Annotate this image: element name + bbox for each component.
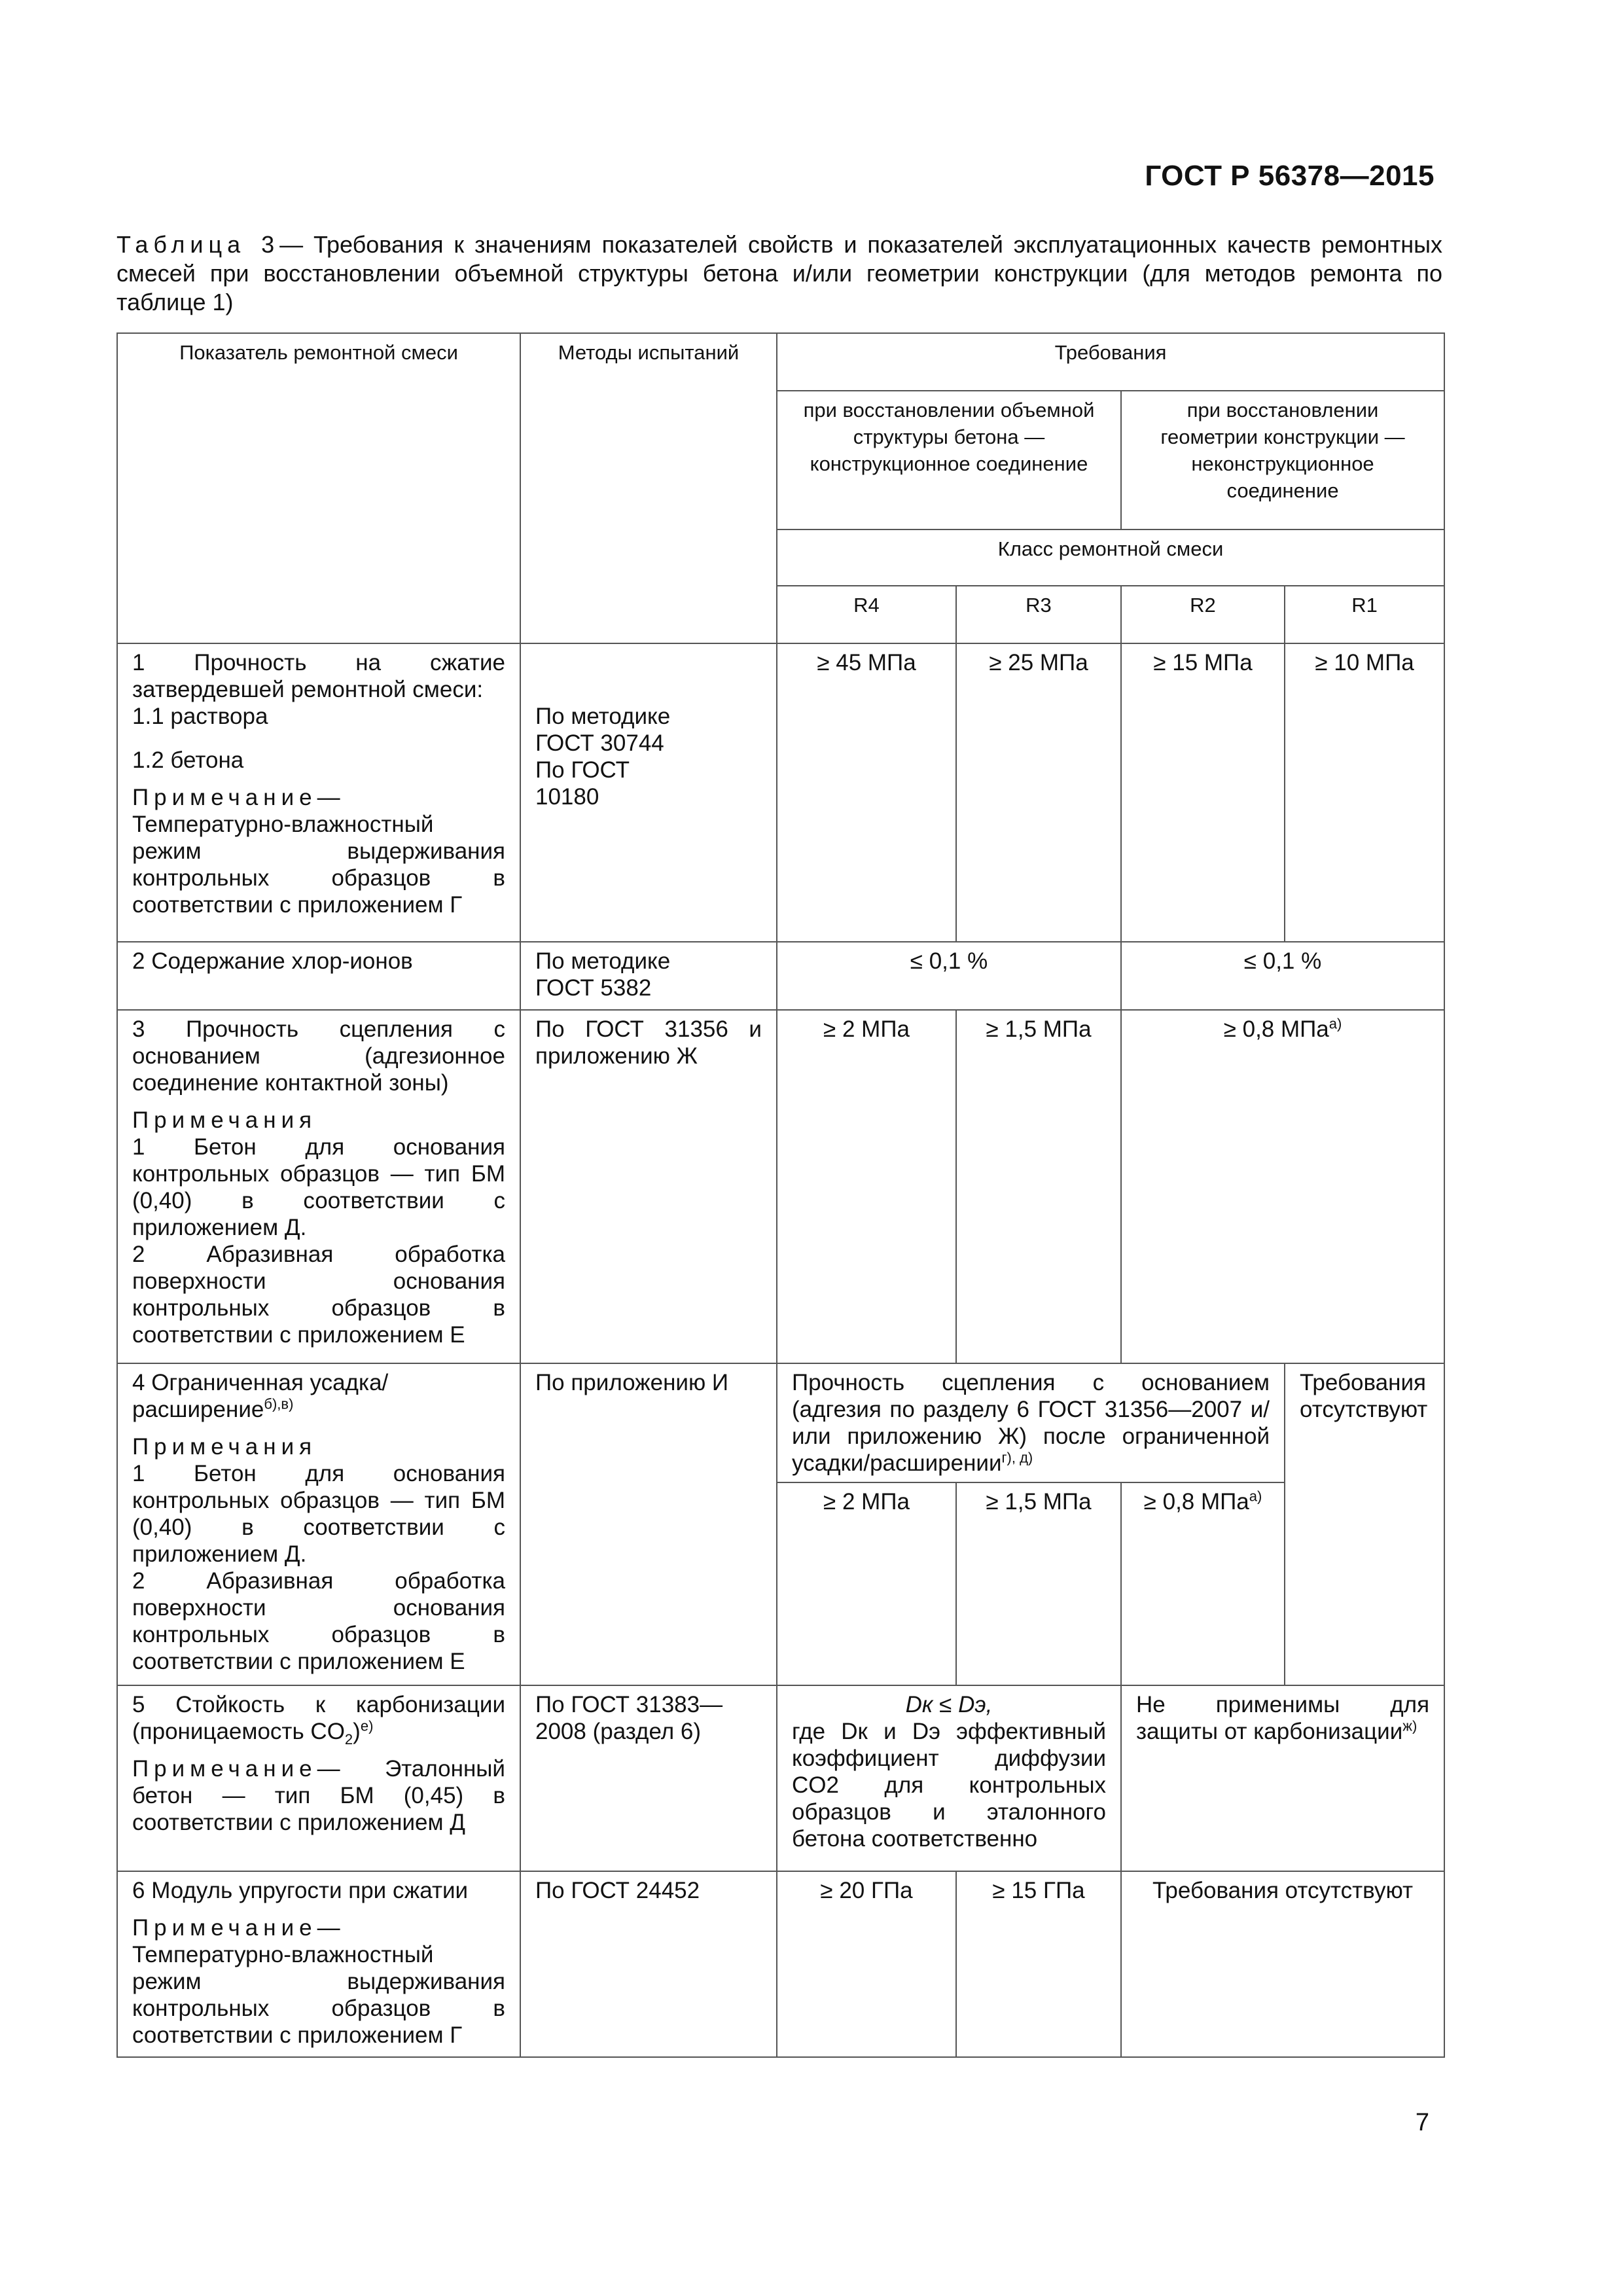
head-class-r4: R4 [777, 586, 956, 643]
row3-notes-label: Примечания [132, 1107, 317, 1133]
row6-note [132, 1914, 505, 2049]
row6-value-r4: ≥ 20 ГПа [777, 1871, 956, 2057]
head-structural: при восстановлении объемной структуры бетона — конструкционное соединение [777, 391, 1121, 529]
requirements-table [116, 332, 1445, 2058]
row4-method: По приложению И [520, 1363, 777, 1685]
row6-indicator [117, 1871, 520, 2057]
table-head-row-1 [117, 333, 1444, 391]
row1-method-text: По методике ГОСТ 30744 По ГОСТ 10180 [535, 704, 671, 810]
row1-note-text: — Температурно-влажностный режим выдерживания контрольных образцов в соответствии с приложением Г [132, 785, 505, 918]
head-class: Класс ремонтной смеси [777, 529, 1444, 586]
row3-title: 3 Прочность сцепления с основанием (адгезионное соединение контактной зоны) [132, 1016, 505, 1096]
row6-note-text: — Температурно-влажностный режим выдерживания контрольных образцов в соответствии с приложением Г [132, 1915, 505, 2048]
row5-indicator [117, 1685, 520, 1871]
head-class-r3: R3 [956, 586, 1121, 643]
row3-value-text: ≥ 0,8 МПа [1223, 1016, 1329, 1042]
head-class-r2: R2 [1121, 586, 1285, 643]
row4-note2: 2 Абразивная обработка поверхности основания контрольных образцов в соответствии с приложением Е [132, 1568, 505, 1674]
head-methods: Методы испытаний [520, 333, 777, 643]
row1-sub1: 1.1 раствора [132, 704, 268, 729]
row4-adhesion [777, 1363, 1285, 1482]
row5-note-text: — Эталонный бетон — тип БМ (0,45) в соответствии с приложением Д [132, 1756, 505, 1835]
table-row [117, 1363, 1444, 1482]
row5-nonstructural-footnote: ж) [1402, 1717, 1418, 1734]
row4-notes-label: Примечания [132, 1434, 317, 1460]
row5-formula: Dк ≤ Dэ, [905, 1692, 993, 1717]
row4-r2-text: ≥ 0,8 МПа [1143, 1489, 1249, 1515]
row6-method: По ГОСТ 24452 [520, 1871, 777, 2057]
row5-nonstructural-text: Не применимы для защиты от карбонизации [1136, 1692, 1430, 1744]
row5-method-text: По ГОСТ 31383—2008 (раздел 6) [535, 1692, 723, 1744]
row6-value-r3: ≥ 15 ГПа [956, 1871, 1121, 2057]
row2-method [520, 942, 777, 1010]
row5-title-post: ) [353, 1719, 361, 1744]
head-requirements: Требования [777, 333, 1444, 391]
row5-method [520, 1685, 777, 1871]
row1-method [520, 643, 777, 942]
row4-value-r2 [1121, 1482, 1285, 1685]
table-row [117, 1685, 1444, 1871]
row1-note [132, 784, 505, 918]
row4-value-r1 [1285, 1363, 1444, 1685]
row5-value-nonstructural [1121, 1685, 1444, 1871]
row4-title [132, 1369, 505, 1423]
row4-indicator [117, 1363, 520, 1685]
page-number: 7 [1415, 2109, 1429, 2136]
document-code-header: ГОСТ Р 56378—2015 [1145, 160, 1435, 192]
row3-value-r2-r1 [1121, 1010, 1444, 1363]
row4-r1-text: Требования отсутствуют [1300, 1370, 1428, 1422]
row6-note-label: Примечание [132, 1915, 317, 1941]
row5-title-pre: 5 Стойкость к карбонизации (проницаемость CO [132, 1692, 505, 1744]
row5-value-structural [777, 1685, 1121, 1871]
row5-explanation: где Dк и Dэ эффективный коэффициент диффузии CO2 для контрольных образцов и эталонного бетона соответственно [792, 1719, 1106, 1852]
row4-adhesion-footnote: г), д) [1001, 1449, 1033, 1466]
row2-method-text: По методике ГОСТ 5382 [535, 948, 671, 1001]
row1-title: 1 Прочность на сжатие затвердевшей ремонтной смеси: [132, 650, 505, 702]
row6-title: 6 Модуль упругости при сжатии [132, 1878, 469, 1903]
row1-value-r4: ≥ 45 МПа [777, 643, 956, 942]
table-row [117, 1871, 1444, 2057]
caption-text: — Требования к значениям показателей свойств и показателей эксплуатационных качеств ремонтных смесей при восстановлении объемной структуры бетона и/или геометрии конструкции (для методов ремонта по таблице 1) [116, 231, 1442, 315]
row4-title-text: 4 Ограниченная усадка/расширение [132, 1370, 389, 1422]
table-caption [116, 230, 1442, 317]
row3-note1: 1 Бетон для основания контрольных образцов — тип БМ (0,40) в соответствии с приложением Д. [132, 1134, 505, 1240]
row4-adhesion-text: Прочность сцепления с основанием (адгезия по разделу 6 ГОСТ 31356—2007 и/или приложению Ж) после ограниченной усадки/расширении [792, 1370, 1270, 1476]
row3-note2: 2 Абразивная обработка поверхности основания контрольных образцов в соответствии с приложением Е [132, 1242, 505, 1348]
row6-value-r2-r1: Требования отсутствуют [1121, 1871, 1444, 2057]
table-row [117, 643, 1444, 942]
row2-value-structural: ≤ 0,1 % [777, 942, 1121, 1010]
row1-note-label: Примечание [132, 785, 317, 810]
row5-title-sub: 2 [344, 1731, 353, 1748]
row1-sub2: 1.2 бетона [132, 747, 244, 773]
row2-value-nonstructural: ≤ 0,1 % [1121, 942, 1444, 1010]
row5-title-footnote: е) [360, 1717, 374, 1734]
caption-label: Таблица 3 [116, 231, 280, 258]
row4-value-r3: ≥ 1,5 МПа [956, 1482, 1121, 1685]
row4-r2-footnote: а) [1249, 1488, 1262, 1505]
row1-indicator [117, 643, 520, 942]
row3-method: По ГОСТ 31356 и приложению Ж [520, 1010, 777, 1363]
row4-title-footnote: б),в) [264, 1395, 294, 1412]
table-row [117, 942, 1444, 1010]
head-indicator: Показатель ремонтной смеси [117, 333, 520, 643]
row4-note1: 1 Бетон для основания контрольных образцов — тип БМ (0,40) в соответствии с приложением Д. [132, 1461, 505, 1567]
row5-note [132, 1755, 505, 1836]
row3-indicator [117, 1010, 520, 1363]
row1-value-r3: ≥ 25 МПа [956, 643, 1121, 942]
row5-note-label: Примечание [132, 1756, 317, 1782]
head-class-r1: R1 [1285, 586, 1444, 643]
row3-value-r4: ≥ 2 МПа [777, 1010, 956, 1363]
row4-value-r4: ≥ 2 МПа [777, 1482, 956, 1685]
table-row [117, 1010, 1444, 1363]
row3-value-footnote: а) [1329, 1015, 1342, 1032]
row1-value-r2: ≥ 15 МПа [1121, 643, 1285, 942]
row3-value-r3: ≥ 1,5 МПа [956, 1010, 1121, 1363]
head-nonstructural: при восстановлении геометрии конструкции — неконструкционное соединение [1121, 391, 1444, 529]
row1-value-r1: ≥ 10 МПа [1285, 643, 1444, 942]
row2-indicator: 2 Содержание хлор-ионов [117, 942, 520, 1010]
row5-title [132, 1691, 505, 1748]
